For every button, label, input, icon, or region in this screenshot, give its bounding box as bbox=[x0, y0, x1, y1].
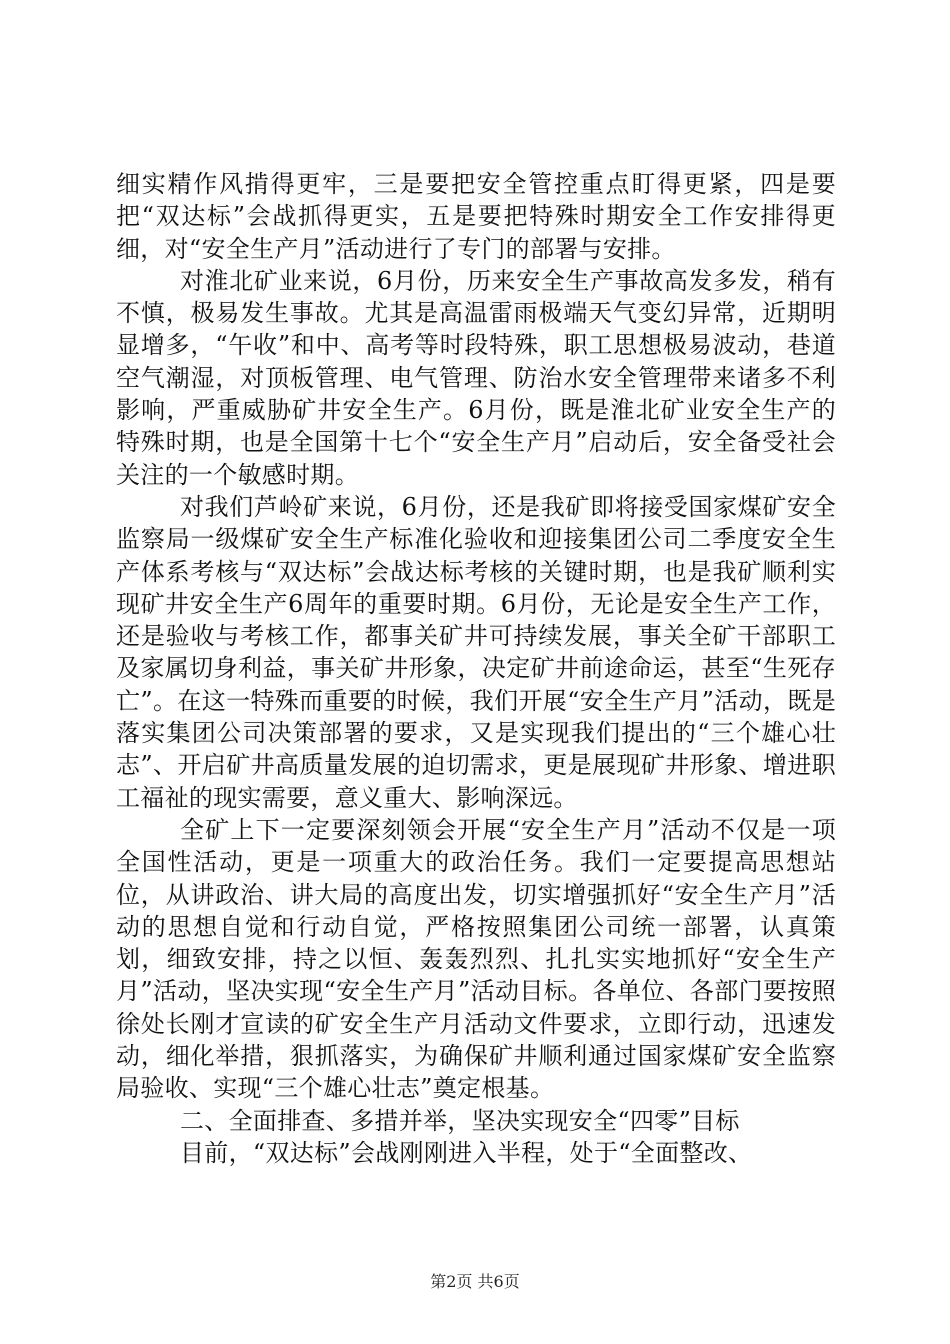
page-number-footer: 第2页 共6页 bbox=[430, 1272, 520, 1291]
paragraph-continuation: 细实精作风掯得更牢，三是要把安全管控重点盯得更紧，四是要把“双达标”会战抓得更实，五是要把特殊时期安全工作安排得更细，对“安全生产月”活动进行了专门的部署与安排。 bbox=[116, 170, 836, 263]
paragraph-huaibei-mining: 对淮北矿业来说，6月份，历来安全生产事故高发多发，稍有不慎，极易发生事故。尤其是高温雷雨极端天气变幻异常，近期明显增多，“午收”和中、高考等时段特殊，职工思想极易波动，巷道空气潮湿，对顶板管理、电气管理、防治水安全管理带来诸多不利影响，严重威胁矿井安全生产。6月份，既是淮北矿业安全生产的特殊时期，也是全国第十七个“安全生产月”启动后，安全备受社会关注的一个敏感时期。 bbox=[116, 266, 836, 489]
paragraph-current-status: 目前，“双达标”会战刚刚进入半程，处于“全面整改、 bbox=[180, 1138, 753, 1167]
section-heading: 二、全面排查、多措并举，坚决实现安全“四零”目标 bbox=[180, 1106, 740, 1135]
paragraph-luling-mine: 对我们芦岭矿来说，6月份，还是我矿即将接受国家煤矿安全监察局一级煤矿安全生产标准化验收和迎接集团公司二季度安全生产体系考核与“双达标”会战达标考核的关键时期，也是我矿顺利实现矿井安全生产6周年的重要时期。6月份，无论是安全生产工作，还是验收与考核工作，都事关矿井可持续发展，事关全矿干部职工及家属切身利益，事关矿井形象，决定矿井前途命运，甚至“生死存亡”。在这一特殊而重要的时候，我们开展“安全生产月”活动，既是落实集团公司决策部署的要求，又是实现我们提出的“三个雄心壮志”、开启矿井高质量发展的迫切需求，更是展现矿井形象、增进职工福祉的现实需要，意义重大、影响深远。 bbox=[116, 492, 836, 812]
document-body bbox=[116, 168, 836, 1169]
paragraph-whole-mine: 全矿上下一定要深刻领会开展“安全生产月”活动不仅是一项全国性活动，更是一项重大的政治任务。我们一定要提高思想站位，从讲政治、讲大局的高度出发，切实增强抓好“安全生产月”活动的思想自觉和行动自觉，严格按照集团公司统一部署，认真策划，细致安排，持之以恒、轰轰烈烈、扎扎实实地抓好“安全生产月”活动，坚决实现“安全生产月”活动目标。各单位、各部门要按照徐处长刚才宣读的矿安全生产月活动文件要求，立即行动，迅速发动，细化举措，狠抓落实，为确保矿井顺利通过国家煤矿安全监察局验收、实现“三个雄心壮志”奠定根基。 bbox=[116, 815, 836, 1103]
